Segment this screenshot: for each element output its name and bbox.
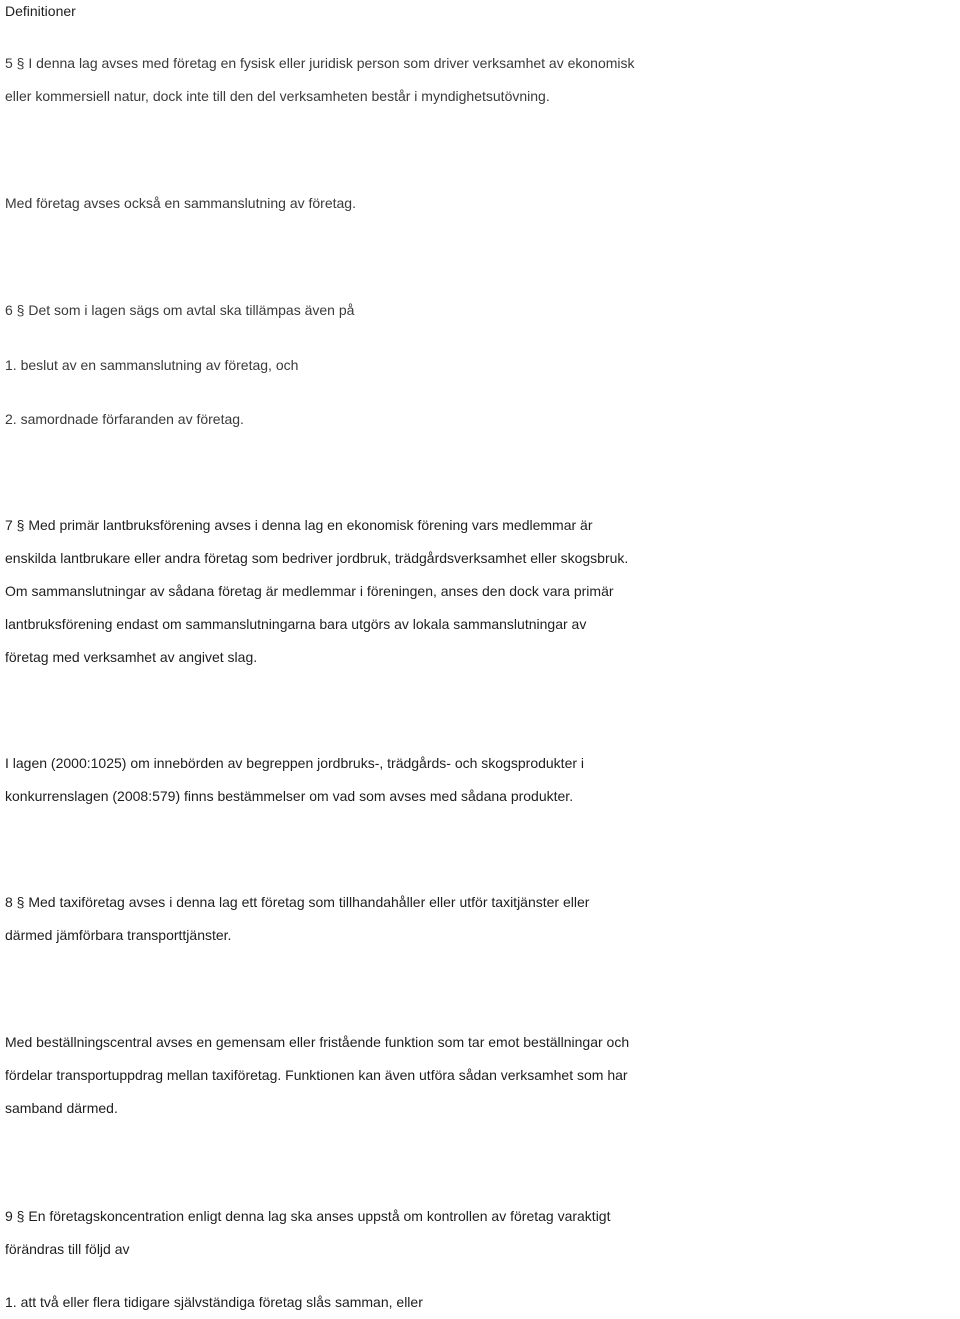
section-heading [5,0,957,28]
paragraph-line: 1. att två eller flera tidigare självständiga företag slås samman, eller [5,1294,423,1310]
paragraph-line: 7 § Med primär lantbruksförening avses i denna lag en ekonomisk förening vars medlemmar är [5,517,593,533]
paragraph-line: därmed jämförbara transporttjänster. [5,927,232,943]
paragraph-jordbruksprodukter [5,747,957,813]
paragraph-line: fördelar transportuppdrag mellan taxiföretag. Funktionen kan även utföra sådan verksamhet som har [5,1067,628,1083]
paragraph-7-par [5,509,957,674]
paragraph-line: konkurrenslagen (2008:579) finns bestämmelser om vad som avses med sådana produkter. [5,788,574,804]
paragraph-line: 9 § En företagskoncentration enligt denna lag ska anses uppstå om kontrollen av företag varaktigt [5,1208,611,1224]
paragraph-line: 1. beslut av en sammanslutning av företag, och [5,357,299,373]
paragraph-line: 2. samordnade förfaranden av företag. [5,411,244,427]
paragraph-line: Med företag avses också en sammanslutning av företag. [5,195,356,211]
paragraph-5-par [5,47,957,113]
paragraph-line: I lagen (2000:1025) om innebörden av begreppen jordbruks-, trädgårds- och skogsprodukter i [5,755,585,771]
paragraph-6-par [5,294,957,327]
heading-text: Definitioner [5,3,76,19]
paragraph-line: Med beställningscentral avses en gemensam eller fristående funktion som tar emot beställningar och [5,1034,630,1050]
paragraph-line: företag med verksamhet av angivet slag. [5,649,258,665]
paragraph-8-par [5,886,957,952]
paragraph-line: samband därmed. [5,1100,118,1116]
paragraph-line: eller kommersiell natur, dock inte till den del verksamheten består i myndighetsutövning. [5,88,550,104]
paragraph-line: enskilda lantbrukare eller andra företag som bedriver jordbruk, trädgårdsverksamhet eller skogsbruk. [5,550,629,566]
paragraph-foretag-sammanslutning [5,187,957,220]
paragraph-line: Om sammanslutningar av sådana företag är medlemmar i föreningen, anses den dock vara primär [5,583,614,599]
list-item-2 [5,403,957,436]
list-item-9-1 [5,1286,957,1319]
paragraph-bestallningscentral [5,1026,957,1125]
paragraph-line: 8 § Med taxiföretag avses i denna lag ett företag som tillhandahåller eller utför taxitjänster eller [5,894,590,910]
paragraph-9-par [5,1200,957,1266]
paragraph-line: 6 § Det som i lagen sägs om avtal ska tillämpas även på [5,302,355,318]
paragraph-line: lantbruksförening endast om sammanslutningarna bara utgörs av lokala sammanslutningar av [5,616,587,632]
list-item-1 [5,349,957,382]
paragraph-line: förändras till följd av [5,1241,130,1257]
paragraph-line: 5 § I denna lag avses med företag en fysisk eller juridisk person som driver verksamhet av ekonomisk [5,55,635,71]
